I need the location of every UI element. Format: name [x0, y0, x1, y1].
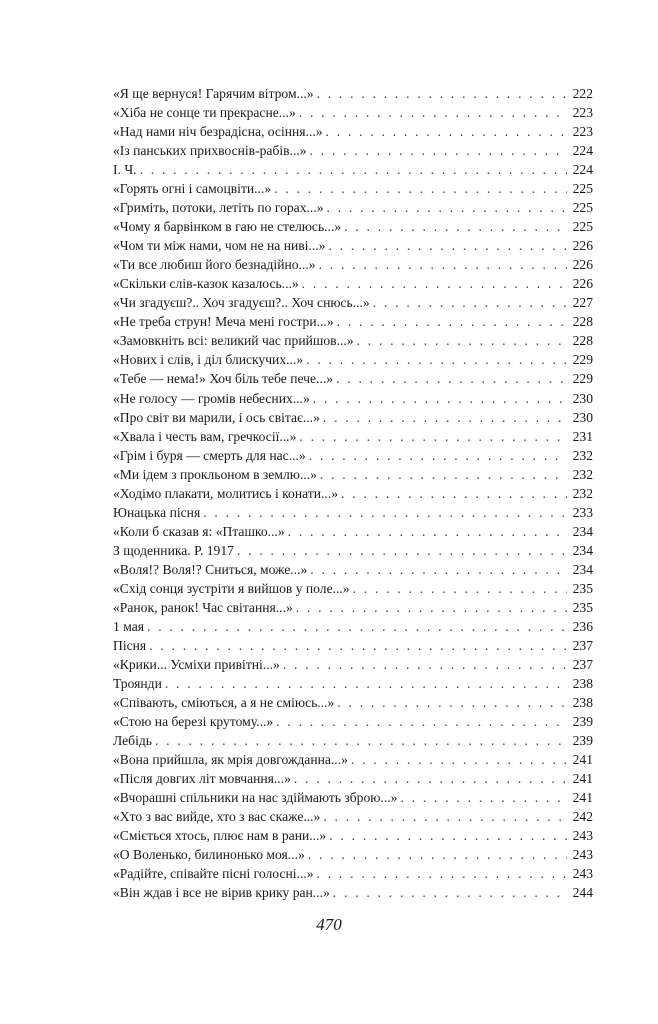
toc-entry-page: 232 — [572, 485, 593, 501]
toc-entry-title: «Ми ідем з прокльоном в землю...» — [113, 466, 317, 482]
toc-entry-title: «Ходімо плакати, молитись і конати...» — [113, 485, 339, 501]
toc-entry-page: 223 — [572, 105, 593, 121]
dot-leader — [317, 864, 567, 883]
toc-entry-title: «Крики... Усміхи привітні...» — [113, 656, 280, 672]
toc-entry-page: 229 — [572, 352, 593, 368]
toc-entry-page: 237 — [572, 637, 593, 653]
toc-entry-page: 239 — [572, 714, 593, 730]
toc-entry — [113, 503, 593, 522]
toc-entry-title: З щоденника. Р. 1917 — [113, 542, 234, 558]
dot-leader — [319, 255, 567, 274]
table-of-contents — [113, 84, 593, 902]
toc-entry — [113, 236, 593, 255]
dot-leader — [288, 522, 567, 541]
toc-entry-title: «Гриміть, потоки, летіть по горах...» — [113, 200, 324, 216]
dot-leader — [313, 389, 567, 408]
toc-entry-page: 235 — [572, 580, 593, 596]
toc-entry-title: «Хіба не сонце ти прекрасне...» — [113, 105, 296, 121]
toc-entry — [113, 179, 593, 198]
dot-leader — [296, 598, 567, 617]
dot-leader — [203, 503, 567, 522]
toc-entry-page: 234 — [572, 523, 593, 539]
dot-leader — [320, 465, 567, 484]
toc-entry-page: 239 — [572, 733, 593, 749]
dot-leader — [140, 160, 567, 179]
toc-entry-title: І. Ч. — [113, 162, 137, 178]
dot-leader — [337, 312, 567, 331]
toc-entry-title: «Хто з вас вийде, хто з вас скаже...» — [113, 809, 321, 825]
toc-entry — [113, 807, 593, 826]
toc-entry — [113, 217, 593, 236]
toc-entry-page: 230 — [572, 390, 593, 406]
toc-entry-title: «Вона прийшла, як мрія довгожданна...» — [113, 752, 348, 768]
dot-leader — [337, 693, 567, 712]
toc-entry — [113, 122, 593, 141]
toc-entry — [113, 617, 593, 636]
toc-entry — [113, 465, 593, 484]
toc-entry — [113, 769, 593, 788]
toc-entry — [113, 560, 593, 579]
toc-entry-title: «Про світ ви марили, і ось світає...» — [113, 409, 320, 425]
toc-entry-title: «Воля!? Воля!? Сниться, може...» — [113, 561, 308, 577]
page-number: 470 — [316, 915, 342, 934]
toc-entry-page: 228 — [572, 333, 593, 349]
toc-entry-page: 243 — [572, 828, 593, 844]
toc-entry — [113, 408, 593, 427]
toc-entry-title: Лебідь — [113, 733, 152, 749]
toc-entry-page: 243 — [572, 866, 593, 882]
toc-entry-page: 224 — [572, 162, 593, 178]
toc-entry-title: «Чом ти між нами, чом не на ниві...» — [113, 238, 326, 254]
toc-entry-page: 241 — [572, 790, 593, 806]
toc-entry-page: 232 — [572, 466, 593, 482]
dot-leader — [283, 655, 567, 674]
dot-leader — [309, 446, 567, 465]
toc-entry — [113, 731, 593, 750]
toc-entry-page: 225 — [572, 200, 593, 216]
toc-entry — [113, 389, 593, 408]
toc-entry-title: «Ти все любиш його безнадійно...» — [113, 257, 316, 273]
toc-entry — [113, 712, 593, 731]
toc-entry-title: «Стою на березі крутому...» — [113, 714, 274, 730]
dot-leader — [357, 331, 567, 350]
dot-leader — [327, 198, 567, 217]
dot-leader — [328, 236, 567, 255]
toc-entry-title: «Коли б сказав я: «Пташко...» — [113, 523, 285, 539]
toc-entry — [113, 674, 593, 693]
toc-entry-page: 229 — [572, 371, 593, 387]
toc-entry-page: 238 — [572, 675, 593, 691]
toc-entry — [113, 750, 593, 769]
dot-leader — [155, 731, 567, 750]
toc-entry — [113, 255, 593, 274]
toc-entry-page: 224 — [572, 143, 593, 159]
toc-entry-page: 241 — [572, 771, 593, 787]
dot-leader — [373, 293, 567, 312]
toc-entry — [113, 636, 593, 655]
toc-entry-title: «Він ждав і все не вірив крику ран...» — [113, 885, 330, 901]
toc-entry — [113, 883, 593, 902]
toc-entry — [113, 312, 593, 331]
toc-entry-title: «Ранок, ранок! Час світання...» — [113, 599, 293, 615]
toc-entry-title: «Із панських прихвоснів-рабів...» — [113, 143, 307, 159]
toc-entry — [113, 103, 593, 122]
toc-entry-page: 227 — [572, 295, 593, 311]
toc-entry — [113, 541, 593, 560]
toc-entry-page: 234 — [572, 561, 593, 577]
dot-leader — [302, 274, 567, 293]
toc-entry — [113, 579, 593, 598]
toc-entry-title: «Чому я барвінком в гаю не стелюсь...» — [113, 219, 342, 235]
toc-entry-title: «Радійте, співайте пісні голосні...» — [113, 866, 314, 882]
toc-entry-page: 243 — [572, 847, 593, 863]
toc-entry-title: «Не голосу — громів небесних...» — [113, 390, 310, 406]
dot-leader — [274, 179, 567, 198]
dot-leader — [351, 750, 567, 769]
toc-entry-page: 232 — [572, 447, 593, 463]
toc-entry-title: «Чи згадуєш?.. Хоч згадуєш?.. Хоч снюсь...» — [113, 295, 370, 311]
toc-entry-title: «Схід сонця зустріти я вийшов у поле...» — [113, 580, 350, 596]
toc-entry-page: 234 — [572, 542, 593, 558]
dot-leader — [329, 826, 567, 845]
toc-entry — [113, 141, 593, 160]
toc-entry — [113, 350, 593, 369]
toc-entry-title: «Грім і буря — смерть для нас...» — [113, 447, 306, 463]
toc-entry — [113, 693, 593, 712]
dot-leader — [237, 541, 567, 560]
toc-entry-title: «Сміється хтось, плює нам в рани...» — [113, 828, 327, 844]
toc-entry-title: «Хвала і честь вам, гречкосії...» — [113, 428, 297, 444]
toc-entry — [113, 826, 593, 845]
toc-entry-title: «Вчорашні спільники на нас здіймають зброю...» — [113, 790, 398, 806]
dot-leader — [333, 883, 567, 902]
toc-entry-page: 223 — [572, 124, 593, 140]
toc-entry — [113, 84, 593, 103]
toc-entry-page: 241 — [572, 752, 593, 768]
toc-entry — [113, 293, 593, 312]
dot-leader — [149, 636, 567, 655]
dot-leader — [323, 807, 567, 826]
dot-leader — [306, 350, 567, 369]
dot-leader — [317, 84, 567, 103]
toc-entry-page: 244 — [572, 885, 593, 901]
toc-entry — [113, 331, 593, 350]
toc-entry-title: «О Воленько, билинонько моя...» — [113, 847, 305, 863]
toc-entry — [113, 198, 593, 217]
dot-leader — [299, 427, 567, 446]
dot-leader — [344, 217, 567, 236]
dot-leader — [276, 712, 567, 731]
toc-entry — [113, 484, 593, 503]
dot-leader — [310, 141, 567, 160]
toc-entry-title: Юнацька пісня — [113, 504, 201, 520]
toc-entry-page: 222 — [572, 86, 593, 101]
toc-entry-title: «Горять огні і самоцвіти...» — [113, 181, 272, 197]
toc-entry-page: 226 — [572, 238, 593, 254]
dot-leader — [341, 484, 567, 503]
toc-entry-title: «Співають, сміються, а я не сміюсь...» — [113, 695, 335, 710]
toc-entry-page: 225 — [572, 181, 593, 197]
toc-entry — [113, 845, 593, 864]
toc-entry-page: 230 — [572, 409, 593, 425]
toc-entry-title: Троянди — [113, 675, 162, 691]
dot-leader — [299, 103, 567, 122]
dot-leader — [336, 369, 567, 388]
toc-entry-title: «Після довгих літ мовчання...» — [113, 771, 291, 787]
dot-leader — [326, 122, 567, 141]
dot-leader — [308, 845, 567, 864]
toc-entry — [113, 369, 593, 388]
toc-entry-title: «Над нами ніч безрадісна, осіння...» — [113, 124, 323, 140]
dot-leader — [294, 769, 567, 788]
dot-leader — [323, 408, 567, 427]
toc-entry-title: «Нових і слів, і діл блискучих...» — [113, 352, 304, 368]
toc-entry — [113, 655, 593, 674]
toc-entry-page: 233 — [572, 504, 593, 520]
toc-entry — [113, 446, 593, 465]
dot-leader — [147, 617, 567, 636]
dot-leader — [165, 674, 567, 693]
toc-entry — [113, 788, 593, 807]
toc-entry-title: «Не треба струн! Меча мені гостри...» — [113, 314, 334, 330]
toc-entry — [113, 522, 593, 541]
toc-entry — [113, 160, 593, 179]
toc-entry-page: 236 — [572, 618, 593, 634]
toc-entry — [113, 598, 593, 617]
toc-entry — [113, 274, 593, 293]
toc-entry-title: «Я ще вернуся! Гарячим вітром...» — [113, 86, 314, 101]
toc-entry-title: «Скільки слів-казок казалось...» — [113, 276, 299, 292]
toc-entry-page: 238 — [572, 695, 593, 710]
toc-entry-page: 242 — [572, 809, 593, 825]
toc-entry-title: Пісня — [113, 637, 147, 653]
toc-entry-page: 231 — [572, 428, 593, 444]
toc-entry-page: 237 — [572, 656, 593, 672]
toc-entry-title: «Тебе — нема!» Хоч біль тебе пече...» — [113, 371, 334, 387]
toc-entry-page: 226 — [572, 257, 593, 273]
toc-entry-page: 226 — [572, 276, 593, 292]
toc-entry-page: 225 — [572, 219, 593, 235]
dot-leader — [400, 788, 567, 807]
toc-entry — [113, 427, 593, 446]
toc-entry — [113, 864, 593, 883]
toc-entry-title: «Замовкніть всі: великий час прийшов...» — [113, 333, 354, 349]
toc-entry-title: 1 мая — [113, 618, 144, 634]
toc-entry-page: 235 — [572, 599, 593, 615]
toc-entry-page: 228 — [572, 314, 593, 330]
dot-leader — [310, 560, 567, 579]
dot-leader — [353, 579, 567, 598]
